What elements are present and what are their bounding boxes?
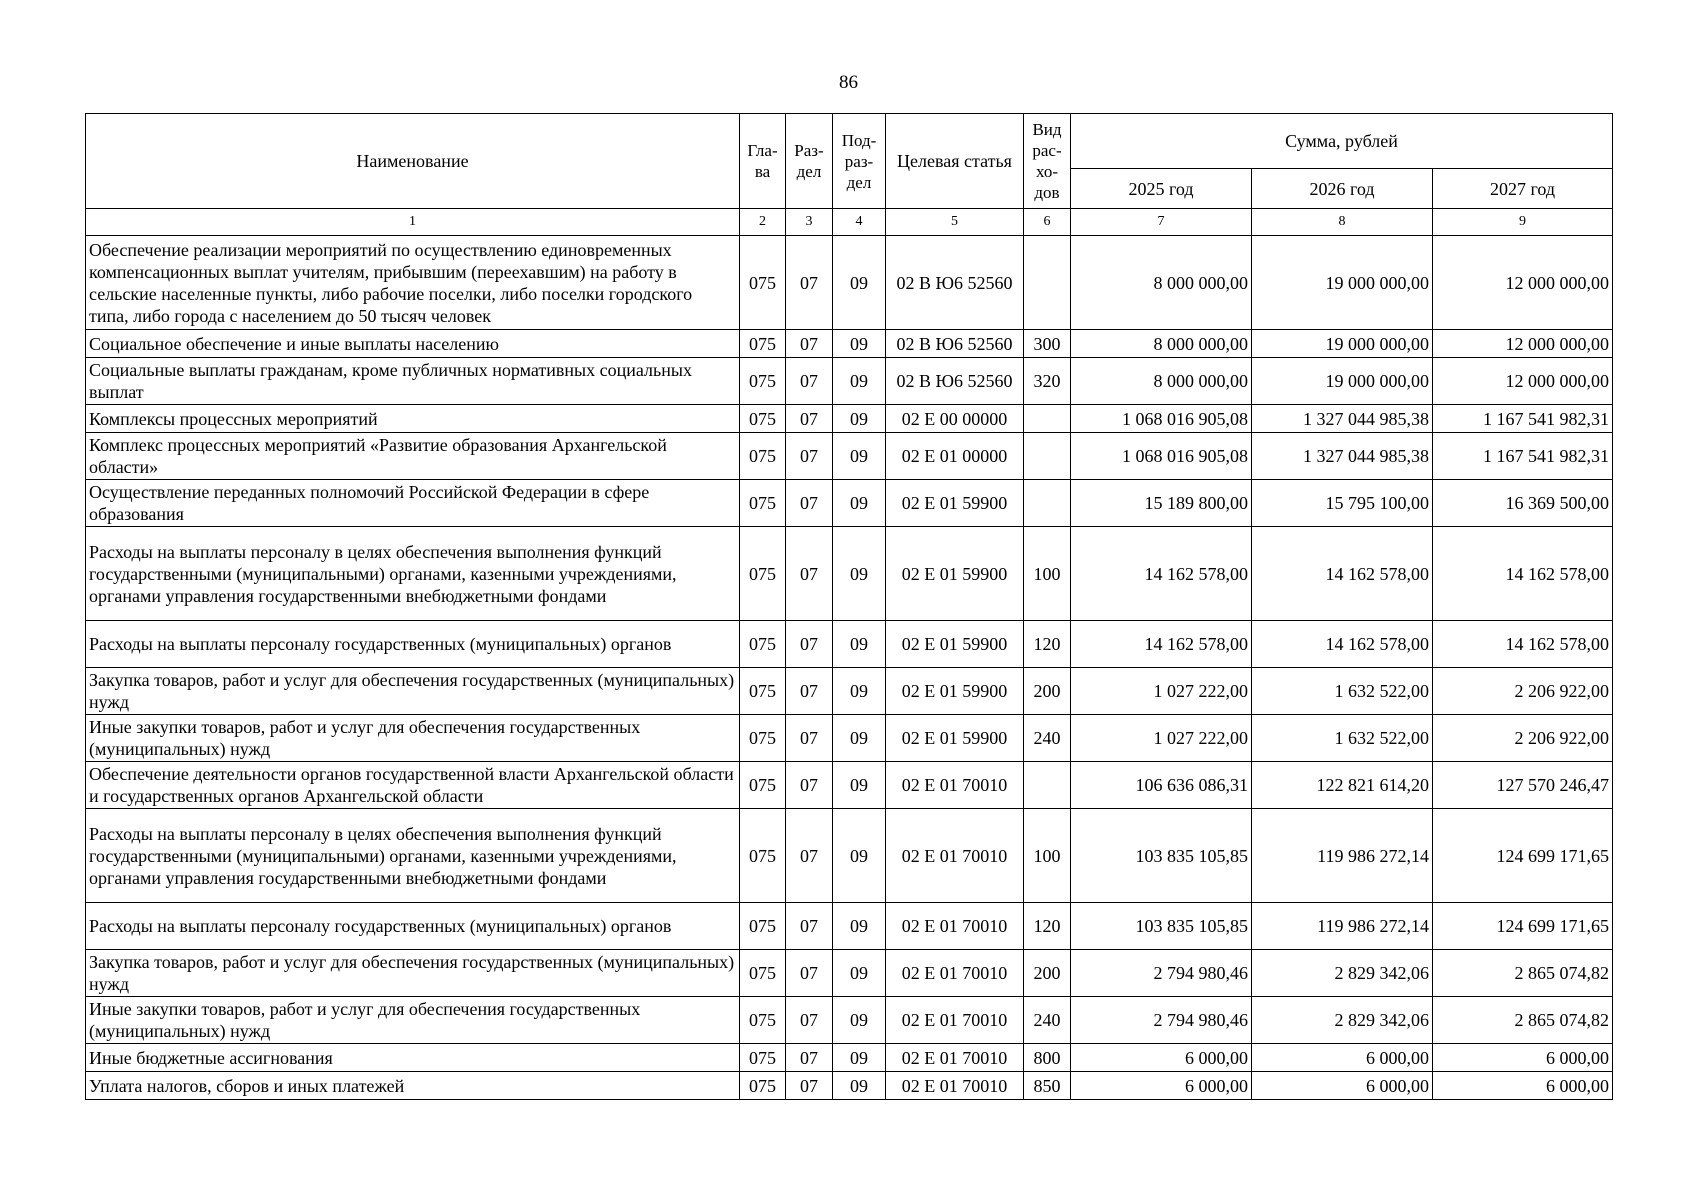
row-vid: 200	[1024, 668, 1071, 715]
row-podrazdel: 09	[833, 433, 886, 480]
row-vid: 200	[1024, 950, 1071, 997]
row-name: Расходы на выплаты персоналу в целях обеспечения выполнения функций государственными (муниципальными) органами, казенными учреждениями, органами управления государственными внебюджетными фондами	[86, 527, 740, 621]
row-amount-2026: 19 000 000,00	[1252, 330, 1433, 358]
table-row	[86, 950, 1613, 997]
row-name: Закупка товаров, работ и услуг для обеспечения государственных (муниципальных) нужд	[86, 950, 740, 997]
row-amount-2025: 106 636 086,31	[1071, 762, 1252, 809]
row-amount-2025: 1 027 222,00	[1071, 668, 1252, 715]
row-razdel: 07	[786, 809, 833, 903]
row-vid	[1024, 405, 1071, 433]
row-razdel: 07	[786, 433, 833, 480]
row-glava: 075	[740, 762, 786, 809]
row-name: Комплекс процессных мероприятий «Развитие образования Архангельской области»	[86, 433, 740, 480]
header-target: Целевая статья	[886, 114, 1024, 209]
header-year-2027: 2027 год	[1433, 169, 1613, 209]
table-row	[86, 527, 1613, 621]
row-vid: 850	[1024, 1072, 1071, 1100]
row-razdel: 07	[786, 358, 833, 405]
column-number: 6	[1024, 209, 1071, 236]
row-name: Иные закупки товаров, работ и услуг для обеспечения государственных (муниципальных) нужд	[86, 715, 740, 762]
row-podrazdel: 09	[833, 762, 886, 809]
row-vid	[1024, 236, 1071, 330]
row-amount-2026: 6 000,00	[1252, 1072, 1433, 1100]
row-amount-2026: 119 986 272,14	[1252, 809, 1433, 903]
row-glava: 075	[740, 1044, 786, 1072]
row-amount-2026: 122 821 614,20	[1252, 762, 1433, 809]
table-row	[86, 236, 1613, 330]
row-razdel: 07	[786, 330, 833, 358]
row-target: 02 Е 01 59900	[886, 715, 1024, 762]
row-amount-2026: 119 986 272,14	[1252, 903, 1433, 950]
row-glava: 075	[740, 621, 786, 668]
row-name: Расходы на выплаты персоналу государственных (муниципальных) органов	[86, 903, 740, 950]
row-podrazdel: 09	[833, 330, 886, 358]
row-name: Расходы на выплаты персоналу в целях обеспечения выполнения функций государственными (муниципальными) органами, казенными учреждениями, органами управления государственными внебюджетными фондами	[86, 809, 740, 903]
row-amount-2026: 1 632 522,00	[1252, 668, 1433, 715]
row-amount-2027: 12 000 000,00	[1433, 236, 1613, 330]
row-vid: 120	[1024, 621, 1071, 668]
row-podrazdel: 09	[833, 950, 886, 997]
row-name: Социальные выплаты гражданам, кроме публичных нормативных социальных выплат	[86, 358, 740, 405]
row-amount-2027: 1 167 541 982,31	[1433, 433, 1613, 480]
table-body	[86, 236, 1613, 1100]
row-amount-2026: 2 829 342,06	[1252, 997, 1433, 1044]
row-target: 02 Е 01 59900	[886, 527, 1024, 621]
row-vid: 320	[1024, 358, 1071, 405]
row-podrazdel: 09	[833, 527, 886, 621]
row-amount-2025: 1 068 016 905,08	[1071, 433, 1252, 480]
row-amount-2025: 14 162 578,00	[1071, 527, 1252, 621]
row-amount-2025: 103 835 105,85	[1071, 903, 1252, 950]
row-podrazdel: 09	[833, 405, 886, 433]
row-name: Обеспечение деятельности органов государственной власти Архангельской области и государственных органов Архангельской области	[86, 762, 740, 809]
row-vid	[1024, 433, 1071, 480]
table-row	[86, 358, 1613, 405]
row-podrazdel: 09	[833, 668, 886, 715]
column-number: 4	[833, 209, 886, 236]
row-amount-2025: 8 000 000,00	[1071, 236, 1252, 330]
row-target: 02 В Ю6 52560	[886, 358, 1024, 405]
row-razdel: 07	[786, 950, 833, 997]
row-name: Иные закупки товаров, работ и услуг для обеспечения государственных (муниципальных) нужд	[86, 997, 740, 1044]
row-amount-2026: 1 632 522,00	[1252, 715, 1433, 762]
row-glava: 075	[740, 527, 786, 621]
row-glava: 075	[740, 950, 786, 997]
row-target: 02 Е 01 70010	[886, 762, 1024, 809]
row-target: 02 В Ю6 52560	[886, 236, 1024, 330]
column-number: 2	[740, 209, 786, 236]
table-row	[86, 762, 1613, 809]
row-razdel: 07	[786, 903, 833, 950]
row-target: 02 Е 01 70010	[886, 903, 1024, 950]
row-vid	[1024, 762, 1071, 809]
row-razdel: 07	[786, 621, 833, 668]
row-podrazdel: 09	[833, 997, 886, 1044]
row-amount-2025: 2 794 980,46	[1071, 997, 1252, 1044]
row-target: 02 Е 01 70010	[886, 809, 1024, 903]
table-row	[86, 715, 1613, 762]
row-amount-2025: 8 000 000,00	[1071, 358, 1252, 405]
row-amount-2026: 19 000 000,00	[1252, 358, 1433, 405]
row-amount-2025: 6 000,00	[1071, 1044, 1252, 1072]
row-vid: 800	[1024, 1044, 1071, 1072]
row-amount-2026: 2 829 342,06	[1252, 950, 1433, 997]
column-number: 8	[1252, 209, 1433, 236]
row-target: 02 Е 01 59900	[886, 621, 1024, 668]
header-row-top	[86, 114, 1613, 169]
row-glava: 075	[740, 433, 786, 480]
row-glava: 075	[740, 715, 786, 762]
row-target: 02 Е 01 70010	[886, 997, 1024, 1044]
row-glava: 075	[740, 405, 786, 433]
header-razdel: Раз-дел	[786, 114, 833, 209]
row-target: 02 В Ю6 52560	[886, 330, 1024, 358]
row-name: Расходы на выплаты персоналу государственных (муниципальных) органов	[86, 621, 740, 668]
row-amount-2025: 6 000,00	[1071, 1072, 1252, 1100]
row-vid: 100	[1024, 527, 1071, 621]
header-podrazdel: Под-раз-дел	[833, 114, 886, 209]
header-name: Наименование	[86, 114, 740, 209]
row-amount-2025: 103 835 105,85	[1071, 809, 1252, 903]
row-razdel: 07	[786, 236, 833, 330]
row-amount-2027: 12 000 000,00	[1433, 330, 1613, 358]
table-row	[86, 405, 1613, 433]
row-name: Осуществление переданных полномочий Российской Федерации в сфере образования	[86, 480, 740, 527]
row-glava: 075	[740, 668, 786, 715]
table-row	[86, 330, 1613, 358]
page-number: 86	[839, 72, 858, 93]
row-amount-2027: 14 162 578,00	[1433, 527, 1613, 621]
table-row	[86, 1044, 1613, 1072]
row-amount-2026: 1 327 044 985,38	[1252, 433, 1433, 480]
table-row	[86, 480, 1613, 527]
row-amount-2027: 124 699 171,65	[1433, 809, 1613, 903]
row-amount-2027: 6 000,00	[1433, 1044, 1613, 1072]
table-row	[86, 903, 1613, 950]
row-amount-2025: 15 189 800,00	[1071, 480, 1252, 527]
row-name: Социальное обеспечение и иные выплаты населению	[86, 330, 740, 358]
row-glava: 075	[740, 1072, 786, 1100]
row-target: 02 Е 01 59900	[886, 668, 1024, 715]
row-podrazdel: 09	[833, 480, 886, 527]
row-razdel: 07	[786, 1072, 833, 1100]
row-amount-2027: 2 865 074,82	[1433, 950, 1613, 997]
row-razdel: 07	[786, 668, 833, 715]
column-number-row	[86, 209, 1613, 236]
table-row	[86, 668, 1613, 715]
row-amount-2026: 14 162 578,00	[1252, 621, 1433, 668]
table-row	[86, 997, 1613, 1044]
table-row	[86, 1072, 1613, 1100]
header-vid: Вид рас-хо-дов	[1024, 114, 1071, 209]
row-podrazdel: 09	[833, 903, 886, 950]
column-number: 9	[1433, 209, 1613, 236]
row-podrazdel: 09	[833, 715, 886, 762]
header-sum: Сумма, рублей	[1071, 114, 1613, 169]
row-podrazdel: 09	[833, 1072, 886, 1100]
row-amount-2026: 1 327 044 985,38	[1252, 405, 1433, 433]
header-glava: Гла-ва	[740, 114, 786, 209]
row-amount-2027: 2 206 922,00	[1433, 715, 1613, 762]
table-row	[86, 809, 1613, 903]
row-glava: 075	[740, 903, 786, 950]
row-vid: 300	[1024, 330, 1071, 358]
row-amount-2025: 2 794 980,46	[1071, 950, 1252, 997]
row-razdel: 07	[786, 480, 833, 527]
row-glava: 075	[740, 358, 786, 405]
column-number: 7	[1071, 209, 1252, 236]
row-razdel: 07	[786, 527, 833, 621]
row-amount-2027: 2 865 074,82	[1433, 997, 1613, 1044]
table-row	[86, 433, 1613, 480]
row-amount-2027: 2 206 922,00	[1433, 668, 1613, 715]
row-name: Закупка товаров, работ и услуг для обеспечения государственных (муниципальных) нужд	[86, 668, 740, 715]
row-amount-2027: 16 369 500,00	[1433, 480, 1613, 527]
row-amount-2026: 15 795 100,00	[1252, 480, 1433, 527]
row-name: Уплата налогов, сборов и иных платежей	[86, 1072, 740, 1100]
row-amount-2027: 124 699 171,65	[1433, 903, 1613, 950]
row-amount-2027: 6 000,00	[1433, 1072, 1613, 1100]
row-amount-2025: 1 027 222,00	[1071, 715, 1252, 762]
row-target: 02 Е 01 70010	[886, 950, 1024, 997]
row-vid: 240	[1024, 715, 1071, 762]
column-number: 5	[886, 209, 1024, 236]
column-number: 1	[86, 209, 740, 236]
row-vid: 100	[1024, 809, 1071, 903]
row-name: Комплексы процессных мероприятий	[86, 405, 740, 433]
row-amount-2025: 8 000 000,00	[1071, 330, 1252, 358]
row-vid: 120	[1024, 903, 1071, 950]
table-row	[86, 621, 1613, 668]
column-number: 3	[786, 209, 833, 236]
row-amount-2026: 19 000 000,00	[1252, 236, 1433, 330]
header-year-2026: 2026 год	[1252, 169, 1433, 209]
row-razdel: 07	[786, 762, 833, 809]
row-razdel: 07	[786, 1044, 833, 1072]
row-name: Иные бюджетные ассигнования	[86, 1044, 740, 1072]
row-podrazdel: 09	[833, 809, 886, 903]
header-year-2025: 2025 год	[1071, 169, 1252, 209]
row-amount-2027: 12 000 000,00	[1433, 358, 1613, 405]
row-vid	[1024, 480, 1071, 527]
budget-table	[85, 113, 1613, 1100]
row-amount-2026: 14 162 578,00	[1252, 527, 1433, 621]
row-target: 02 Е 01 70010	[886, 1072, 1024, 1100]
row-vid: 240	[1024, 997, 1071, 1044]
row-glava: 075	[740, 480, 786, 527]
row-amount-2025: 1 068 016 905,08	[1071, 405, 1252, 433]
row-amount-2025: 14 162 578,00	[1071, 621, 1252, 668]
row-amount-2026: 6 000,00	[1252, 1044, 1433, 1072]
row-podrazdel: 09	[833, 1044, 886, 1072]
row-razdel: 07	[786, 405, 833, 433]
row-amount-2027: 127 570 246,47	[1433, 762, 1613, 809]
row-glava: 075	[740, 330, 786, 358]
row-amount-2027: 14 162 578,00	[1433, 621, 1613, 668]
row-razdel: 07	[786, 715, 833, 762]
row-target: 02 Е 01 59900	[886, 480, 1024, 527]
row-glava: 075	[740, 236, 786, 330]
row-glava: 075	[740, 809, 786, 903]
row-glava: 075	[740, 997, 786, 1044]
row-amount-2027: 1 167 541 982,31	[1433, 405, 1613, 433]
row-razdel: 07	[786, 997, 833, 1044]
row-target: 02 Е 01 00000	[886, 433, 1024, 480]
row-podrazdel: 09	[833, 358, 886, 405]
row-target: 02 Е 01 70010	[886, 1044, 1024, 1072]
row-name: Обеспечение реализации мероприятий по осуществлению единовременных компенсационных выплат учителям, прибывшим (переехавшим) на работу в сельские населенные пункты, либо рабочие поселки, либо поселки городского типа, либо города с населением до 50 тысяч человек	[86, 236, 740, 330]
row-target: 02 Е 00 00000	[886, 405, 1024, 433]
row-podrazdel: 09	[833, 621, 886, 668]
row-podrazdel: 09	[833, 236, 886, 330]
